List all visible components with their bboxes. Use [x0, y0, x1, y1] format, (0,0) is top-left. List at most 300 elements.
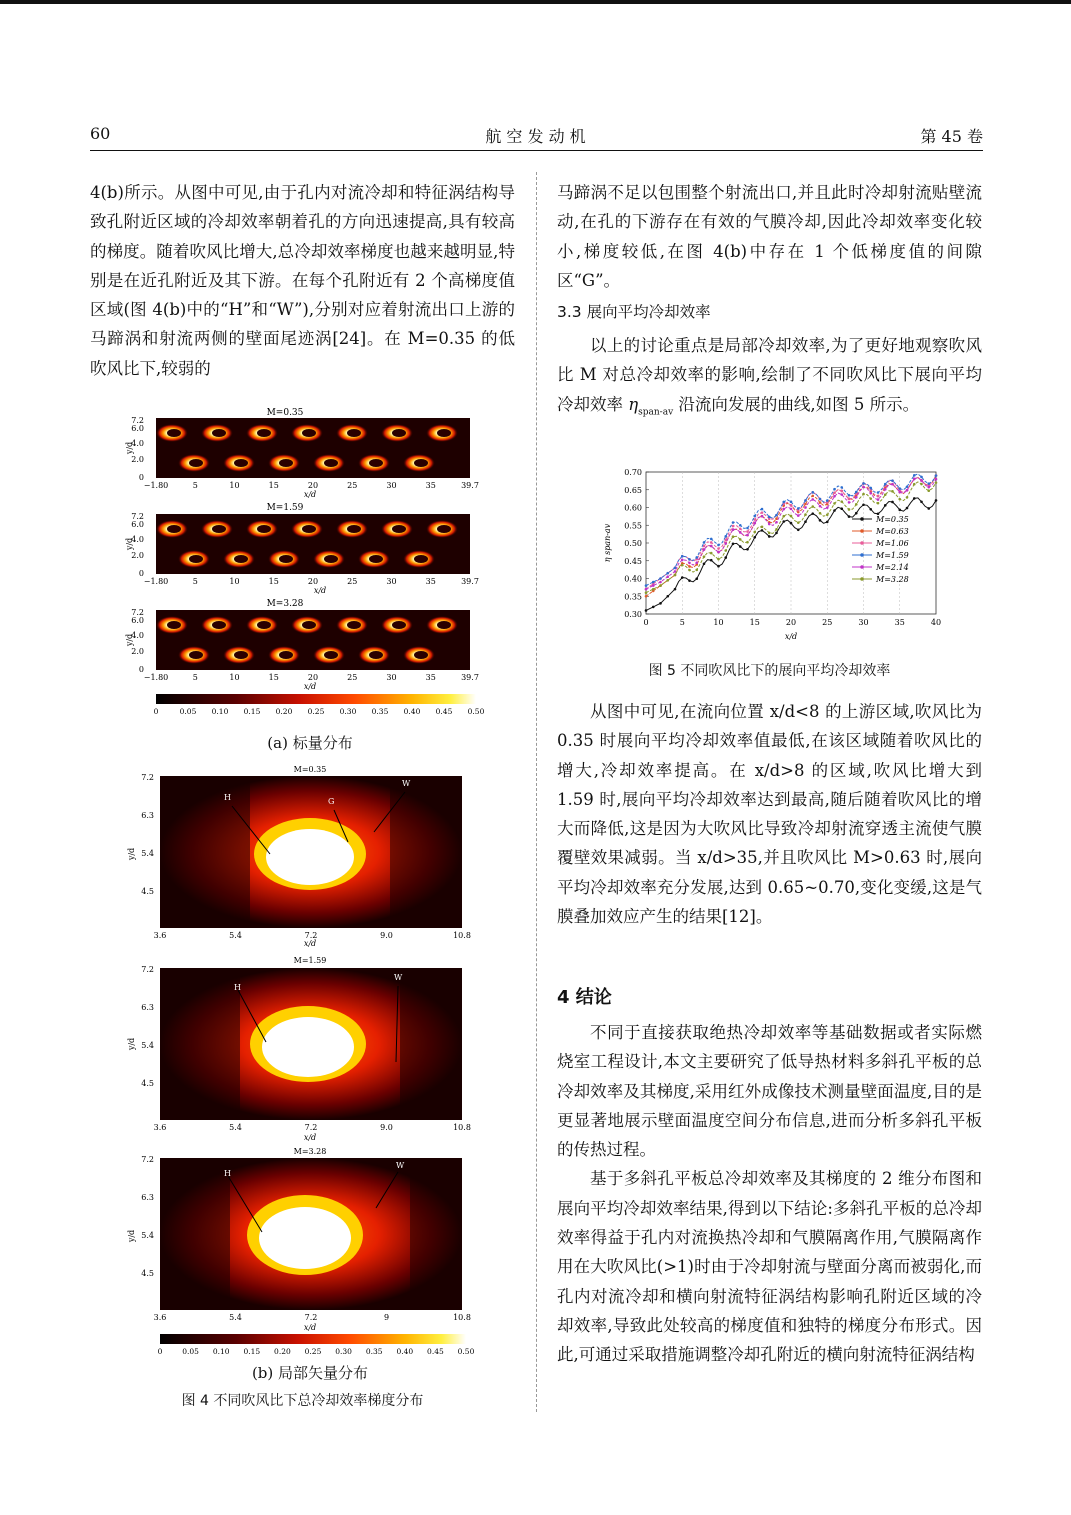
data-point [898, 487, 901, 490]
xtick: 30 [858, 618, 869, 627]
label-H: H [234, 983, 241, 992]
ytick: 5.4 [141, 1231, 154, 1240]
ytick: 0 [138, 569, 144, 578]
right-column-3 [557, 697, 982, 931]
hole-core [212, 429, 226, 437]
xtick: −1.80 [143, 577, 169, 586]
xtick: 10 [229, 673, 240, 682]
xtick: −1.80 [143, 673, 169, 682]
paragraph: 4(b)所示。从图中可见,由于孔内对流冷却和特征涡结构导致孔附近区域的冷却效率朝着孔的方向迅速提高,具有较高的梯度。随着吹风比增大,总冷却效率梯度也越来越明显,特别是在近孔附近及其下游。在每个孔附近有 2 个高梯度值区域(图 4(b)中的“H”和“W”),分别对应着射流出口上游的马蹄涡和射流两侧的壁面尾迹涡[24]。在 M=0.35 的低吹风比下,较弱的 [90, 183, 515, 378]
ytick: 4.5 [141, 1269, 154, 1278]
data-point [717, 547, 720, 550]
hole-core [324, 459, 338, 467]
hole-core [414, 555, 428, 563]
hole-core [212, 621, 226, 629]
colorbar-tick: 0.15 [243, 707, 261, 716]
data-point [927, 507, 930, 510]
ytick: 0 [138, 665, 144, 674]
data-point [717, 551, 720, 554]
xtick: 9 [383, 1313, 390, 1322]
data-point [746, 530, 749, 533]
data-point [782, 501, 785, 504]
data-point [826, 499, 829, 502]
hole-core [167, 525, 181, 533]
data-point [935, 481, 938, 484]
colorbar-tick: 0.05 [179, 707, 197, 716]
data-point [739, 545, 742, 548]
plot-title: M=1.59 [293, 956, 327, 965]
subcaption-b: (b) 局部矢量分布 [251, 1364, 369, 1382]
colorbar-tick: 0.35 [365, 1347, 383, 1356]
data-point [746, 534, 749, 537]
data-point [652, 584, 655, 587]
data-point [652, 581, 655, 584]
data-point [906, 485, 909, 488]
data-point [703, 562, 706, 565]
data-point [862, 493, 865, 496]
data-point [848, 498, 851, 501]
data-point [724, 542, 727, 545]
data-point [681, 564, 684, 567]
xtick: 10 [229, 481, 240, 490]
data-point [833, 509, 836, 512]
data-point [695, 577, 698, 580]
data-point [739, 531, 742, 534]
colorbar-tick: 0.25 [307, 707, 325, 716]
data-point [674, 588, 677, 591]
data-point [710, 541, 713, 544]
data-point [891, 483, 894, 486]
hole-core [279, 459, 293, 467]
data-point [645, 595, 648, 598]
data-point [703, 555, 706, 558]
data-point [869, 508, 872, 511]
top-rule [0, 0, 1071, 4]
colorbar-tick: 0.40 [403, 707, 421, 716]
hole-core [369, 555, 383, 563]
xtick: 25 [347, 481, 358, 490]
data-point [645, 588, 648, 591]
data-point [775, 514, 778, 517]
data-point [659, 584, 662, 587]
data-point [833, 502, 836, 505]
data-point [732, 521, 735, 524]
data-point [884, 488, 887, 491]
data-point [761, 529, 764, 532]
ytick: 7.2 [141, 773, 154, 782]
data-point [819, 498, 822, 501]
xtick: 30 [386, 577, 397, 586]
ylabel: y/d [125, 441, 134, 455]
header-rule [90, 150, 983, 151]
ytick: 5.4 [141, 849, 154, 858]
hole-core [234, 651, 248, 659]
subcaption-a: (a) 标量分布 [267, 734, 353, 752]
fig4b-plot-m328 [127, 1147, 471, 1332]
hole-core [189, 651, 203, 659]
xtick: 7.2 [304, 1123, 318, 1132]
ylabel: y/d [127, 847, 136, 861]
data-point [739, 538, 742, 541]
xtick: 5 [192, 481, 198, 490]
xtick: 5.4 [229, 1313, 242, 1322]
xtick: 7.2 [304, 1313, 318, 1322]
column-divider [536, 172, 537, 1412]
xtick: 7.2 [304, 931, 318, 940]
ytick: 4.0 [131, 535, 144, 544]
data-point [659, 581, 662, 584]
figure-5-chart [590, 462, 950, 652]
section-3-3-heading: 3.3 展向平均冷却效率 [557, 303, 711, 321]
xtick: 25 [347, 577, 358, 586]
ytick: 4.5 [141, 1079, 154, 1088]
xtick: 35 [894, 618, 905, 627]
hole [262, 1017, 354, 1077]
xtick: 15 [268, 577, 279, 586]
data-point [869, 492, 872, 495]
data-point [811, 495, 814, 498]
hole-core [189, 555, 203, 563]
hole-core [369, 459, 383, 467]
hole-core [167, 621, 181, 629]
data-point [790, 515, 793, 518]
hole-core [324, 555, 338, 563]
ytick: 2.0 [131, 551, 144, 560]
data-point [659, 577, 662, 580]
data-point [782, 520, 785, 523]
data-point [855, 496, 858, 499]
ylabel: η span-av [603, 523, 612, 563]
ytick: 0.40 [624, 574, 642, 584]
ytick: 6.0 [131, 424, 144, 433]
data-point [913, 497, 916, 500]
hole-core [234, 555, 248, 563]
data-point [855, 491, 858, 494]
ytick: 0.65 [624, 485, 642, 495]
ytick: 0.45 [624, 556, 642, 566]
data-point [732, 543, 735, 546]
ytick: 0.70 [624, 468, 642, 477]
data-point [688, 558, 691, 561]
hole-core [347, 621, 361, 629]
ylabel: y/d [125, 537, 134, 551]
data-point [862, 482, 865, 485]
ytick: 7.2 [141, 1155, 154, 1164]
plot-title: M=3.28 [293, 1147, 327, 1156]
hole-core [302, 429, 316, 437]
data-point [681, 558, 684, 561]
hole-core [324, 651, 338, 659]
colorbar-tick: 0 [157, 1347, 163, 1356]
data-point [645, 591, 648, 594]
data-point [935, 499, 938, 502]
text: 以上的讨论重点是局部冷却效率,为了更好地观察吹风比 M 对总冷却效率的影响,绘制了不同吹风比下展向平均冷却效率 [557, 336, 982, 414]
data-point [833, 488, 836, 491]
data-point [877, 502, 880, 505]
xtick: 10 [713, 618, 724, 627]
paragraph: 不同于直接获取绝热冷却效率等基础数据或者实际燃烧室工程设计,本文主要研究了低导热材料多斜孔平板的总冷却效率及其梯度,采用红外成像技术测量壁面温度,目的是更显著地展示壁面温度空间分布信息,进而分析多斜孔平板的传热过程。 [557, 1023, 982, 1160]
ytick: 4.5 [141, 887, 154, 896]
hole-core [437, 525, 451, 533]
data-point [717, 558, 720, 561]
data-point [666, 579, 669, 582]
data-point [935, 474, 938, 477]
data-point [811, 512, 814, 515]
colorbar [156, 694, 476, 704]
xtick: 15 [268, 673, 279, 682]
data-point [645, 609, 648, 612]
hole-core [257, 525, 271, 533]
hole [266, 829, 354, 885]
hole [259, 1207, 351, 1269]
data-point [862, 503, 865, 506]
ytick: 7.2 [131, 608, 144, 617]
right-column-2 [557, 331, 982, 427]
colorbar-tick: 0.05 [182, 1347, 199, 1356]
label-W: W [402, 779, 411, 788]
data-point [688, 569, 691, 572]
xlabel: x/d [303, 1133, 317, 1142]
fig4a-plot-m159 [125, 503, 479, 595]
xlabel: x/d [313, 586, 327, 595]
data-point [797, 507, 800, 510]
data-point [877, 491, 880, 494]
data-point [891, 490, 894, 493]
data-point [877, 495, 880, 498]
colorbar-tick: 0.50 [457, 1347, 475, 1356]
xtick: 30 [386, 673, 397, 682]
hole-core [347, 525, 361, 533]
data-point [840, 507, 843, 510]
data-point [927, 486, 930, 489]
hole-core [392, 621, 406, 629]
data-point [891, 479, 894, 482]
data-point [681, 576, 684, 579]
data-point [688, 565, 691, 568]
xtick: 30 [386, 481, 397, 490]
data-point [826, 506, 829, 509]
legend-label: M=0.63 [876, 527, 909, 536]
data-point [753, 515, 756, 518]
figure-5-caption: 图 5 不同吹风比下的展向平均冷却效率 [648, 663, 891, 679]
data-point [768, 523, 771, 526]
data-point [710, 552, 713, 555]
plot-title: M=0.35 [293, 765, 327, 774]
ylabel: y/d [127, 1037, 136, 1051]
data-point [724, 535, 727, 538]
legend-label: M=0.35 [876, 515, 909, 524]
hole-core [302, 525, 316, 533]
data-point [804, 513, 807, 516]
hole-core [167, 429, 181, 437]
data-point [906, 489, 909, 492]
data-point [869, 497, 872, 500]
hole-core [369, 651, 383, 659]
xtick: 5.4 [229, 931, 242, 940]
data-point [674, 574, 677, 577]
data-point [761, 508, 764, 511]
data-point [855, 512, 858, 515]
fig4a-plot-m035 [125, 408, 479, 499]
ylabel: y/d [127, 1229, 136, 1243]
xtick: 10.8 [453, 1313, 471, 1322]
xlabel: x/d [303, 490, 317, 499]
ytick: 7.2 [131, 512, 144, 521]
data-point [848, 494, 851, 497]
colorbar-tick: 0.40 [396, 1347, 414, 1356]
data-point [753, 536, 756, 539]
data-point [840, 500, 843, 503]
data-point [819, 519, 822, 522]
xtick: 25 [347, 673, 358, 682]
data-point [695, 569, 698, 572]
ytick: 2.0 [131, 647, 144, 656]
data-point [703, 548, 706, 551]
data-point [746, 527, 749, 530]
xtick: 35 [425, 481, 436, 490]
data-point [927, 489, 930, 492]
figure-4-caption: 图 4 不同吹风比下总冷却效率梯度分布 [181, 1393, 424, 1409]
hole-core [257, 429, 271, 437]
data-point [877, 498, 880, 501]
data-point [724, 549, 727, 552]
data-point [666, 572, 669, 575]
paragraph: 从图中可见,在流向位置 x/d<8 的上游区域,吹风比为 0.35 时展向平均冷却效率值最低,在该区域随着吹风比的增大,冷却效率提高。在 x/d>8 的区域,吹风比增大到 1.59 时,展向平均冷却效率达到最高,随后随着吹风比的增大而降低,这是因为大吹风比导致冷却射流穿透主流使气膜覆壁效果减弱。当 x/d>35,并且吹风比 M>0.63 时,展向平均冷却效率充分发展,达到 0.65~0.70,变化变缓,这是气膜叠加效应产生的结果[12]。 [557, 702, 982, 927]
xtick: 20 [307, 481, 319, 490]
colorbar-tick: 0.45 [435, 707, 453, 716]
ytick: 0.30 [624, 610, 642, 619]
ytick: 6.3 [141, 1003, 154, 1012]
data-point [804, 506, 807, 509]
data-point [884, 493, 887, 496]
label-W: W [394, 973, 403, 982]
page-number: 60 [90, 124, 111, 143]
data-point [775, 521, 778, 524]
data-point [695, 561, 698, 564]
ytick: 0.50 [624, 539, 642, 548]
data-point [753, 531, 756, 534]
data-point [753, 522, 756, 525]
colorbar-tick: 0.30 [339, 707, 357, 716]
xtick: 39.7 [461, 673, 479, 682]
data-point [819, 512, 822, 515]
data-point [739, 528, 742, 531]
data-point [739, 524, 742, 527]
data-point [782, 515, 785, 518]
data-point [717, 544, 720, 547]
data-point [746, 541, 749, 544]
hole-core [212, 525, 226, 533]
xtick: 20 [785, 618, 797, 627]
data-point [652, 588, 655, 591]
data-point [833, 491, 836, 494]
legend-label: M=2.14 [876, 563, 909, 572]
paragraph: 马蹄涡不足以包围整个射流出口,并且此时冷却射流贴壁流动,在孔的下游存在有效的气膜冷却,因此冷却效率变化较小,梯度较低,在图 4(b)中存在 1 个低梯度值的间隙区“G”。 [557, 183, 982, 290]
text: 沿流向发展的曲线,如图 5 所示。 [673, 394, 920, 414]
data-point [848, 515, 851, 518]
legend-label: M=1.06 [876, 539, 909, 548]
data-point [717, 565, 720, 568]
xlabel: x/d [303, 682, 317, 691]
figure-4 [120, 402, 500, 1402]
hole-core [189, 459, 203, 467]
data-point [920, 476, 923, 479]
data-point [898, 509, 901, 512]
data-point [710, 538, 713, 541]
fig4a-plot-m328 [125, 599, 479, 691]
data-point [819, 501, 822, 504]
xtick: 3.6 [153, 1313, 167, 1322]
ytick: 4.0 [131, 439, 144, 448]
data-point [790, 522, 793, 525]
data-point [811, 498, 814, 501]
hole-core [279, 651, 293, 659]
data-point [775, 532, 778, 535]
xtick: 5.4 [229, 1123, 242, 1132]
xtick: 15 [749, 618, 760, 627]
xtick: 20 [307, 673, 319, 682]
colorbar-tick: 0.45 [427, 1347, 444, 1356]
data-point [920, 500, 923, 503]
ytick: 6.3 [141, 1193, 154, 1202]
hole-core [347, 429, 361, 437]
data-point [906, 507, 909, 510]
data-point [826, 521, 829, 524]
data-point [906, 496, 909, 499]
xtick: 0 [643, 618, 649, 627]
paragraph [557, 331, 982, 427]
ytick: 5.4 [141, 1041, 154, 1050]
data-point [703, 541, 706, 544]
data-point [840, 493, 843, 496]
ytick: 0.60 [624, 503, 642, 513]
ytick: 0 [138, 473, 144, 482]
xlabel: x/d [303, 939, 317, 948]
data-point [666, 595, 669, 598]
data-point [688, 579, 691, 582]
colorbar-tick: 0.10 [211, 707, 229, 716]
ylabel: y/d [125, 633, 134, 647]
hole-core [392, 429, 406, 437]
ytick: 7.2 [131, 416, 144, 425]
eta-symbol: η [628, 394, 639, 414]
data-point [913, 483, 916, 486]
xtick: 5 [192, 673, 198, 682]
data-point [746, 548, 749, 551]
plot-title: M=1.59 [266, 503, 304, 513]
colorbar-tick: 0.20 [275, 707, 293, 716]
xlabel: x/d [784, 632, 798, 641]
data-point [724, 556, 727, 559]
section-4-heading: 4 结论 [557, 987, 612, 1008]
xtick: 39.7 [461, 577, 479, 586]
xtick: 10.8 [453, 931, 471, 940]
data-point [848, 508, 851, 511]
hole-core [234, 459, 248, 467]
data-point [775, 528, 778, 531]
fig4b-plot-m035 [127, 765, 471, 948]
colorbar [160, 1334, 466, 1344]
hole-core [302, 621, 316, 629]
fig4b-plot-m159 [127, 956, 471, 1142]
data-point [790, 500, 793, 503]
data-point [761, 511, 764, 514]
label-H: H [224, 793, 231, 802]
ytick: 6.0 [131, 520, 144, 529]
xtick: 40 [930, 618, 942, 627]
data-point [804, 499, 807, 502]
xtick: 5 [192, 577, 198, 586]
